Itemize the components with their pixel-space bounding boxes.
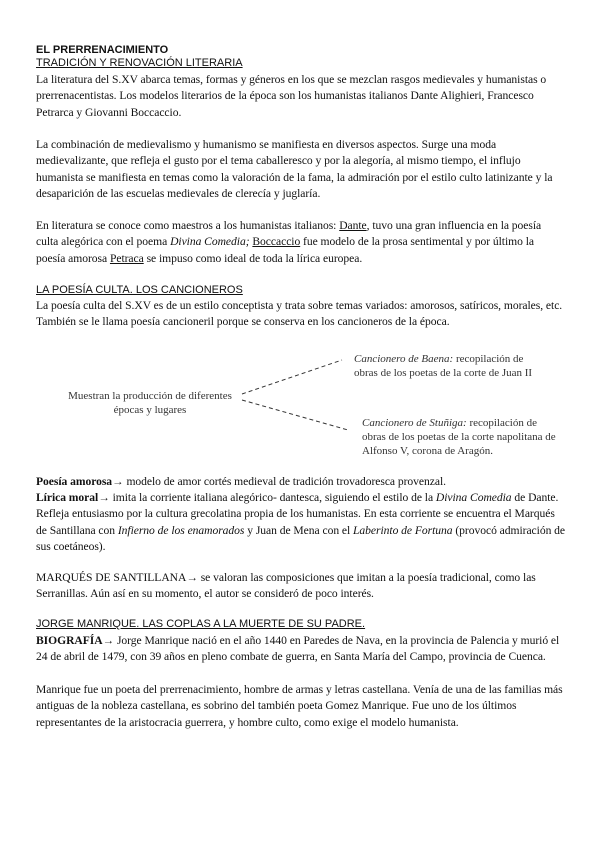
boccaccio-link: Boccaccio xyxy=(252,235,301,249)
arrow-icon: → xyxy=(112,475,124,488)
arrow-icon: → xyxy=(186,571,198,584)
section-heading-manrique: JORGE MANRIQUE. LAS COPLAS A LA MUERTE DE SU PADRE. xyxy=(36,618,366,630)
paragraph-medievalismo: La combinación de medievalismo y humanismo se manifiesta en diversos aspectos. Surge una moda medievalizante, que refleja el gusto por el tema caballeresco y por la alegoría, al mismo tiempo, el influjo humanista se manifiesta en temas como la valoración de la fama, la admiración por el estilo culto latinizante y la desaparición de las escuelas medievales de clerecía y juglaría. xyxy=(36,138,553,201)
diagram-stuniga-label: Cancionero de Stuñiga: recopilación de obras de los poetas de la corte napolitana de Alfonso V, corona de Aragón. xyxy=(362,417,556,457)
paragraph-lirica-moral: Lírica moral→ imita la corriente italiana alegórico- dantesca, siguiendo el estilo de la Divina Comedia de Dante. Refleja entusiasmo por la cultura grecolatina propia de los humanistas. En esta corriente se encuentra el Marqués de Santillana con Infierno de los enamorados y Juan de Mena con el Laberinto de Fortuna (provocó admiración de sus coetáneos). xyxy=(36,491,566,554)
paragraph-biografia: BIOGRAFÍA→ Jorge Manrique nació en el año 1440 en Paredes de Nava, en la provincia de Palencia y murió el 24 de abril de 1479, con 39 años en pleno combate de guerra, en Santa María del Campo, provincia de Cuenca. xyxy=(36,634,560,664)
paragraph-poesia-culta: La poesía culta del S.XV es de un estilo conceptista y trata sobre temas variados: amorosos, satíricos, morales, etc. También se le llama poesía cancioneril porque se conserva en los cancioneros de la época. xyxy=(36,299,563,329)
paragraph-poesia-amorosa: Poesía amorosa→ modelo de amor cortés medieval de tradición trovadoresca provenzal. xyxy=(36,475,446,488)
arrow-icon: → xyxy=(102,634,115,647)
dante-link: Dante xyxy=(339,219,367,232)
connector-bottom xyxy=(242,400,348,430)
petrarca-link: Petraca xyxy=(109,251,144,265)
paragraph-manrique: Manrique fue un poeta del prerrenacimiento, hombre de armas y letras castellana. Venía de una de las familias más antiguas de la nobleza castellana, es sobrino del también poeta Gomez Manrique. Fue uno de los últimos representantes de la aristocracia guerrera, y hombre culto, como exige el modelo humanista. xyxy=(36,683,563,729)
diagram-baena-label: Cancionero de Baena: recopilación de obras de los poetas de la corte de Juan II xyxy=(354,353,533,379)
paragraph-santillana: MARQUÉS DE SANTILLANA→ se valoran las composiciones que imitan a la poesía tradicional, como las Serranillas. Aún así en su momento, el autor se consideró de poco interés. xyxy=(36,571,536,601)
section-heading-tradicion: TRADICIÓN Y RENOVACIÓN LITERARIA xyxy=(36,57,243,69)
paragraph-intro: La literatura del S.XV abarca temas, formas y géneros en los que se mezclan rasgos medievales y humanistas o prerrenacentistas. Los modelos literarios de la época son los humanistas italianos Dante Alighieri, Francesco Petrarca y Giovanni Boccaccio. xyxy=(36,73,547,119)
diagram-left-label: Muestran la producción de diferentes épocas y lugares xyxy=(68,390,232,416)
connector-top xyxy=(242,360,342,394)
paragraph-maestros: En literatura se conoce como maestros a los humanistas italianos: Dante, tuvo una gran influencia en la poesía culta alegórica con el poema Divina Comedia; Boccaccio fue modelo de la prosa sentimental y por último la poesía amorosa Petraca se impuso como ideal de toda la lírica europea. xyxy=(36,219,542,265)
section-heading-cancioneros: LA POESÍA CULTA. LOS CANCIONEROS xyxy=(36,284,243,296)
page-title: EL PRERRENACIMIENTO xyxy=(36,44,169,56)
arrow-icon: → xyxy=(98,491,110,504)
cancioneros-diagram xyxy=(36,348,576,468)
